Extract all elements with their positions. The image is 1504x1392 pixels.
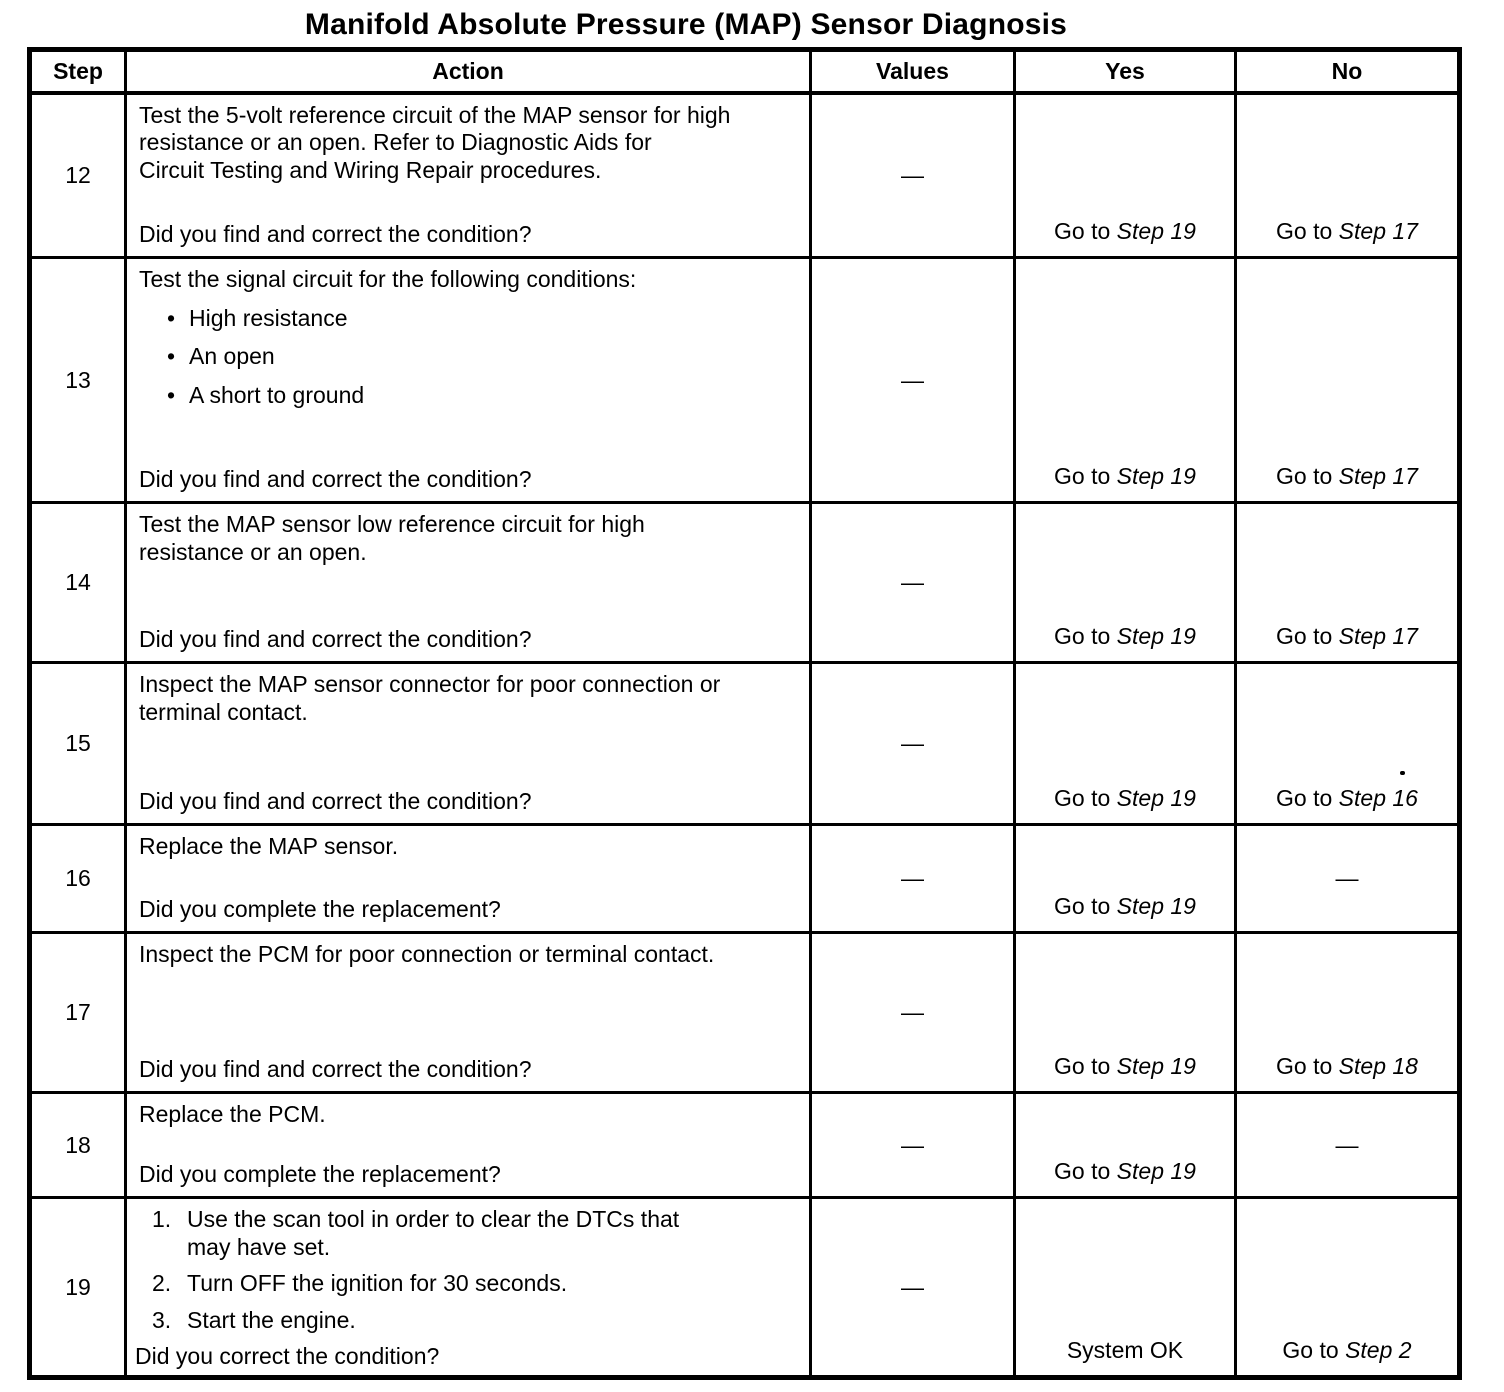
table-header xyxy=(30,50,1460,93)
action-text: Test the signal circuit for the following conditions: xyxy=(139,266,637,292)
list-item xyxy=(167,305,799,333)
goto-step-ref: Step 17 xyxy=(1338,463,1418,489)
list-text: Turn OFF the ignition for 30 seconds. xyxy=(187,1270,568,1297)
goto-prefix: Go to xyxy=(1276,623,1339,649)
goto-step-ref: Step 19 xyxy=(1116,1053,1196,1079)
page-title: Manifold Absolute Pressure (MAP) Sensor Diagnosis xyxy=(304,8,1068,41)
dash: — xyxy=(901,999,924,1025)
list-item xyxy=(167,382,799,410)
goto-prefix: Go to xyxy=(1054,623,1117,649)
dash: — xyxy=(901,366,924,393)
list-item xyxy=(167,343,799,371)
yes-cell xyxy=(1015,1093,1236,1198)
column-header-no: No xyxy=(1236,50,1460,93)
action-question: Did you find and correct the condition? xyxy=(139,788,532,815)
no-cell xyxy=(1236,1198,1460,1378)
dash: — xyxy=(901,161,924,188)
goto-step-ref: Step 19 xyxy=(1116,623,1196,649)
action-cell xyxy=(126,1198,811,1378)
goto-prefix: Go to xyxy=(1054,1053,1117,1079)
step-number: 13 xyxy=(30,258,126,503)
goto-step-ref: Step 16 xyxy=(1338,785,1418,811)
action-question: Did you find and correct the condition? xyxy=(139,221,532,248)
numbered-list xyxy=(152,1206,799,1334)
dash: — xyxy=(901,1131,924,1158)
values-cell xyxy=(811,663,1015,825)
step-number: 12 xyxy=(30,93,126,258)
dash: — xyxy=(901,569,924,595)
goto-step-ref: Step 19 xyxy=(1116,218,1196,244)
step-number: 16 xyxy=(30,825,126,933)
yes-cell xyxy=(1015,503,1236,663)
step-number: 19 xyxy=(30,1198,126,1378)
goto-step-ref: Step 17 xyxy=(1338,623,1418,649)
step-number: 18 xyxy=(30,1093,126,1198)
dash: — xyxy=(901,1273,924,1300)
goto-prefix: Go to xyxy=(1276,1053,1339,1079)
goto-step-ref: Step 19 xyxy=(1116,1158,1196,1184)
action-cell xyxy=(126,933,811,1093)
yes-cell xyxy=(1015,258,1236,503)
yes-cell xyxy=(1015,1198,1236,1378)
step-number: 17 xyxy=(30,933,126,1093)
table-row-step-13 xyxy=(30,258,1460,503)
action-text: Test the MAP sensor low reference circuit for high resistance or an open. xyxy=(139,511,645,565)
list-item xyxy=(152,1270,799,1298)
bullet-text: High resistance xyxy=(189,304,348,331)
bullet-text: An open xyxy=(189,343,275,370)
action-text: Inspect the PCM for poor connection or terminal contact. xyxy=(139,941,715,967)
dash: — xyxy=(1335,1131,1359,1158)
step-number: 15 xyxy=(30,663,126,825)
action-cell xyxy=(126,93,811,258)
action-text: Inspect the MAP sensor connector for poor connection or terminal contact. xyxy=(139,671,721,725)
dash: — xyxy=(901,865,924,891)
action-question: Did you complete the replacement? xyxy=(139,896,501,923)
diagnosis-table xyxy=(27,47,1462,1380)
no-cell xyxy=(1236,825,1460,933)
step-number: 14 xyxy=(30,503,126,663)
action-question: Did you find and correct the condition? xyxy=(139,466,532,493)
action-cell xyxy=(126,503,811,663)
values-cell xyxy=(811,503,1015,663)
goto-step-ref: Step 19 xyxy=(1116,785,1196,811)
goto-prefix: Go to xyxy=(1054,463,1117,489)
values-cell xyxy=(811,258,1015,503)
action-cell xyxy=(126,258,811,503)
list-text: Use the scan tool in order to clear the DTCs that may have set. xyxy=(187,1206,680,1260)
goto-step-ref: Step 18 xyxy=(1338,1053,1418,1079)
list-number: 1. xyxy=(152,1206,172,1232)
no-cell xyxy=(1236,503,1460,663)
yes-cell xyxy=(1015,663,1236,825)
table-row-step-14 xyxy=(30,503,1460,663)
goto-prefix: Go to xyxy=(1054,893,1117,919)
action-cell xyxy=(126,1093,811,1198)
yes-cell xyxy=(1015,93,1236,258)
list-number: 2. xyxy=(152,1270,172,1297)
list-item xyxy=(152,1307,799,1335)
no-cell xyxy=(1236,258,1460,503)
column-header-values: Values xyxy=(811,50,1015,93)
print-artifact-dot xyxy=(1400,771,1405,775)
no-cell xyxy=(1236,1093,1460,1198)
table-row-step-15 xyxy=(30,663,1460,825)
action-cell xyxy=(126,663,811,825)
bullet-icon: • xyxy=(167,304,176,331)
goto-prefix: Go to xyxy=(1054,218,1117,244)
goto-prefix: Go to xyxy=(1276,785,1339,811)
values-cell xyxy=(811,933,1015,1093)
table-row-step-12 xyxy=(30,93,1460,258)
bullet-icon: • xyxy=(167,381,176,408)
goto-step-ref: Step 19 xyxy=(1116,463,1196,489)
result-text: System OK xyxy=(1066,1337,1184,1363)
goto-prefix: Go to xyxy=(1054,785,1117,811)
column-header-action: Action xyxy=(126,50,811,93)
action-question: Did you find and correct the condition? xyxy=(139,626,532,653)
action-text: Test the 5-volt reference circuit of the MAP sensor for high resistance or an open. Refer to Diagnostic Aids for Circuit Testing and Wiring Repair procedures. xyxy=(139,101,731,183)
action-text: Replace the MAP sensor. xyxy=(139,833,399,859)
yes-cell xyxy=(1015,933,1236,1093)
dash: — xyxy=(901,730,924,756)
goto-prefix: Go to xyxy=(1282,1337,1346,1363)
action-question: Did you correct the condition? xyxy=(135,1343,440,1370)
action-question: Did you complete the replacement? xyxy=(139,1161,501,1188)
values-cell xyxy=(811,1093,1015,1198)
table-row-step-19 xyxy=(30,1198,1460,1378)
dash: — xyxy=(1335,865,1359,891)
no-cell xyxy=(1236,93,1460,258)
goto-prefix: Go to xyxy=(1276,463,1339,489)
table-row-step-17 xyxy=(30,933,1460,1093)
action-text: Replace the PCM. xyxy=(139,1101,326,1127)
goto-step-ref: Step 2 xyxy=(1345,1337,1412,1363)
no-cell xyxy=(1236,663,1460,825)
bullet-text: A short to ground xyxy=(189,381,365,408)
goto-step-ref: Step 17 xyxy=(1338,218,1418,244)
table-row-step-16 xyxy=(30,825,1460,933)
no-cell xyxy=(1236,933,1460,1093)
action-cell xyxy=(126,825,811,933)
table-row-step-18 xyxy=(30,1093,1460,1198)
goto-prefix: Go to xyxy=(1054,1158,1117,1184)
list-item xyxy=(152,1206,799,1261)
bullet-icon: • xyxy=(167,343,176,370)
goto-step-ref: Step 19 xyxy=(1116,893,1196,919)
column-header-yes: Yes xyxy=(1015,50,1236,93)
column-header-step: Step xyxy=(30,50,126,93)
bullet-list xyxy=(167,305,799,410)
yes-cell xyxy=(1015,825,1236,933)
goto-prefix: Go to xyxy=(1276,218,1339,244)
list-number: 3. xyxy=(152,1306,172,1333)
values-cell xyxy=(811,93,1015,258)
list-text: Start the engine. xyxy=(187,1306,356,1333)
values-cell xyxy=(811,1198,1015,1378)
header-row xyxy=(30,50,1460,93)
action-question: Did you find and correct the condition? xyxy=(139,1056,532,1083)
values-cell xyxy=(811,825,1015,933)
